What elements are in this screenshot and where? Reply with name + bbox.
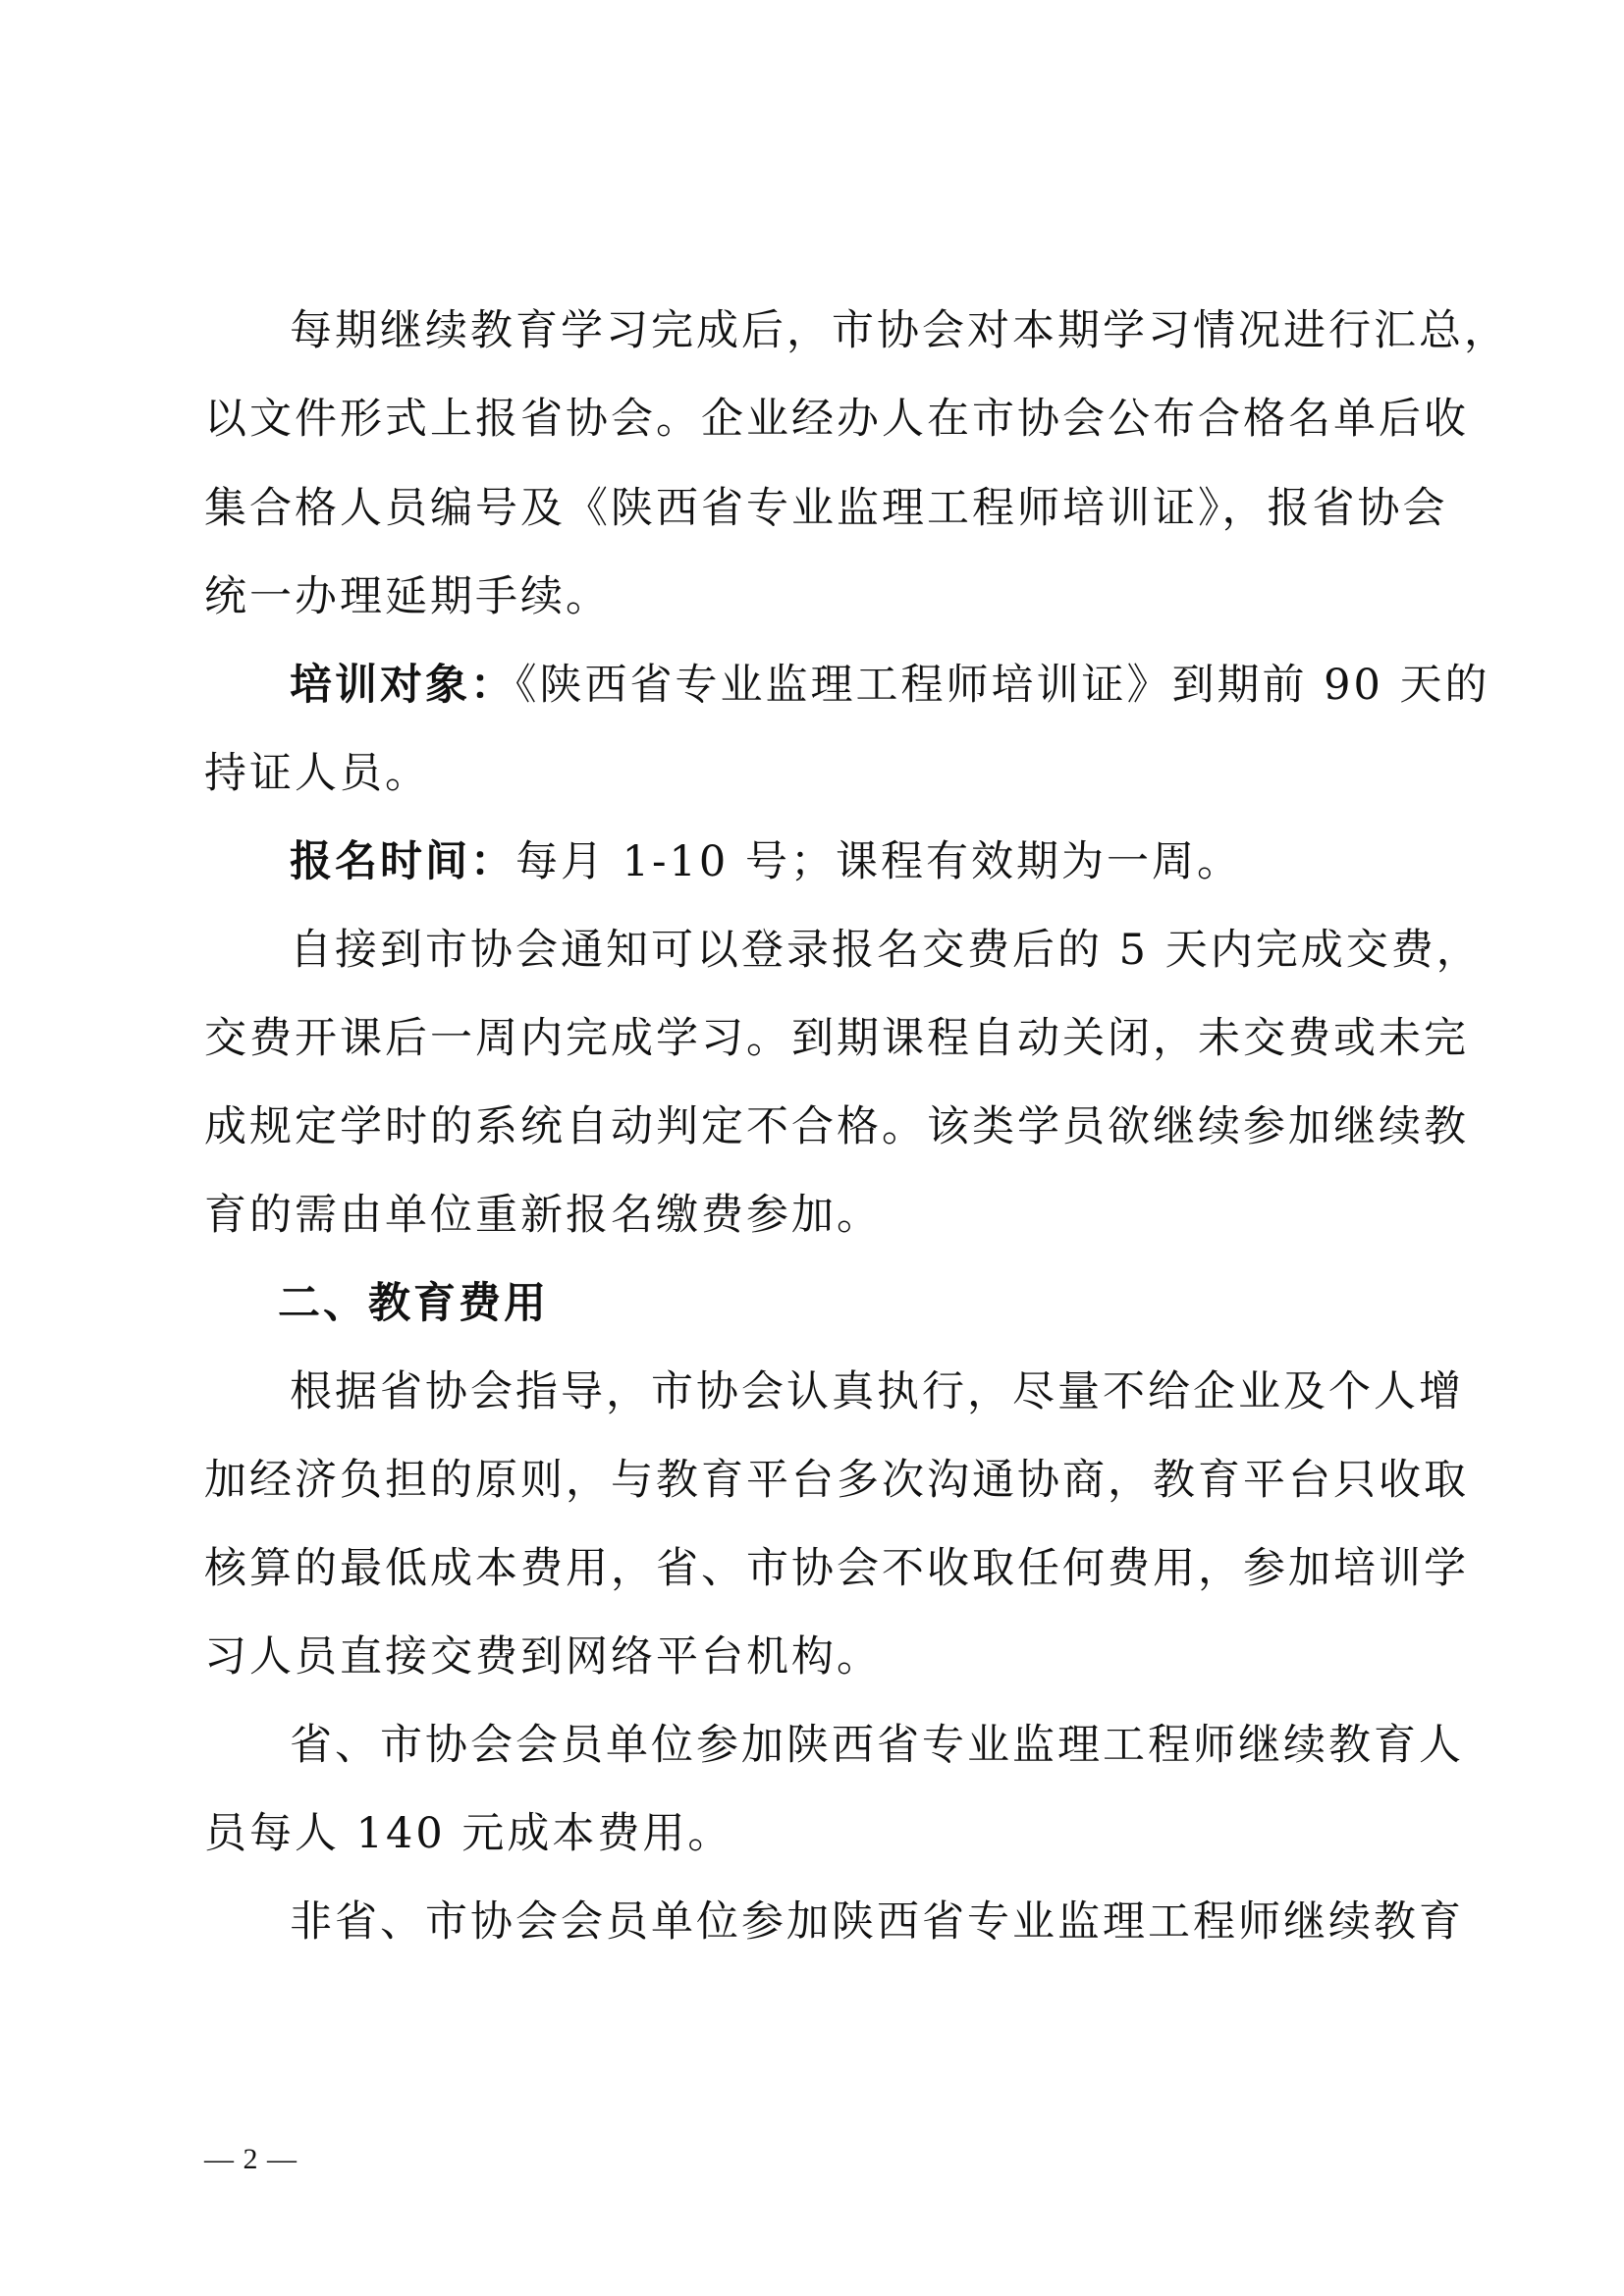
paragraph-5-line-1: 非省、市协会会员单位参加陕西省专业监理工程师继续教育 (290, 1897, 1464, 1947)
paragraph-2-line-4: 育的需由单位重新报名缴费参加。 (204, 1191, 882, 1240)
page-number: — 2 — (204, 2143, 298, 2175)
paragraph-3-line-1: 根据省协会指导，市协会认真执行，尽量不给企业及个人增 (290, 1367, 1464, 1416)
paragraph-2-line-1: 自接到市协会通知可以登录报名交费后的 5 天内完成交费， (290, 926, 1482, 975)
paragraph-3-line-4: 习人员直接交费到网络平台机构。 (204, 1632, 882, 1682)
training-target-text: 《陕西省专业监理工程师培训证》到期前 90 天的 (515, 661, 1490, 710)
paragraph-1-line-3: 集合格人员编号及《陕西省专业监理工程师培训证》，报省协会 (204, 484, 1448, 533)
paragraph-3-line-2: 加经济负担的原则，与教育平台多次沟通协商，教育平台只收取 (204, 1456, 1469, 1505)
paragraph-2-line-2: 交费开课后一周内完成学习。到期课程自动关闭，未交费或未完 (204, 1014, 1469, 1063)
registration-time-text: 每月 1-10 号；课程有效期为一周。 (515, 837, 1242, 886)
registration-time-line (290, 832, 1441, 891)
paragraph-1-line-1: 每期继续教育学习完成后，市协会对本期学习情况进行汇总， (290, 306, 1509, 355)
paragraph-1-line-4: 统一办理延期手续。 (204, 572, 611, 621)
paragraph-2-line-3: 成规定学时的系统自动判定不合格。该类学员欲继续参加继续教 (204, 1102, 1469, 1151)
paragraph-4-line-2: 员每人 140 元成本费用。 (204, 1809, 733, 1858)
training-target-line-1 (290, 656, 1490, 715)
paragraph-1-line-2: 以文件形式上报省协会。企业经办人在市协会公布合格名单后收 (204, 395, 1469, 444)
registration-time-label: 报名时间： (290, 837, 515, 886)
section-heading-education-fees: 二、教育费用 (278, 1279, 549, 1328)
training-target-line-2: 持证人员。 (204, 749, 430, 798)
training-target-label: 培训对象： (290, 661, 515, 710)
paragraph-3-line-3: 核算的最低成本费用，省、市协会不收取任何费用，参加培训学 (204, 1544, 1469, 1593)
paragraph-4-line-1: 省、市协会会员单位参加陕西省专业监理工程师继续教育人 (290, 1721, 1464, 1770)
